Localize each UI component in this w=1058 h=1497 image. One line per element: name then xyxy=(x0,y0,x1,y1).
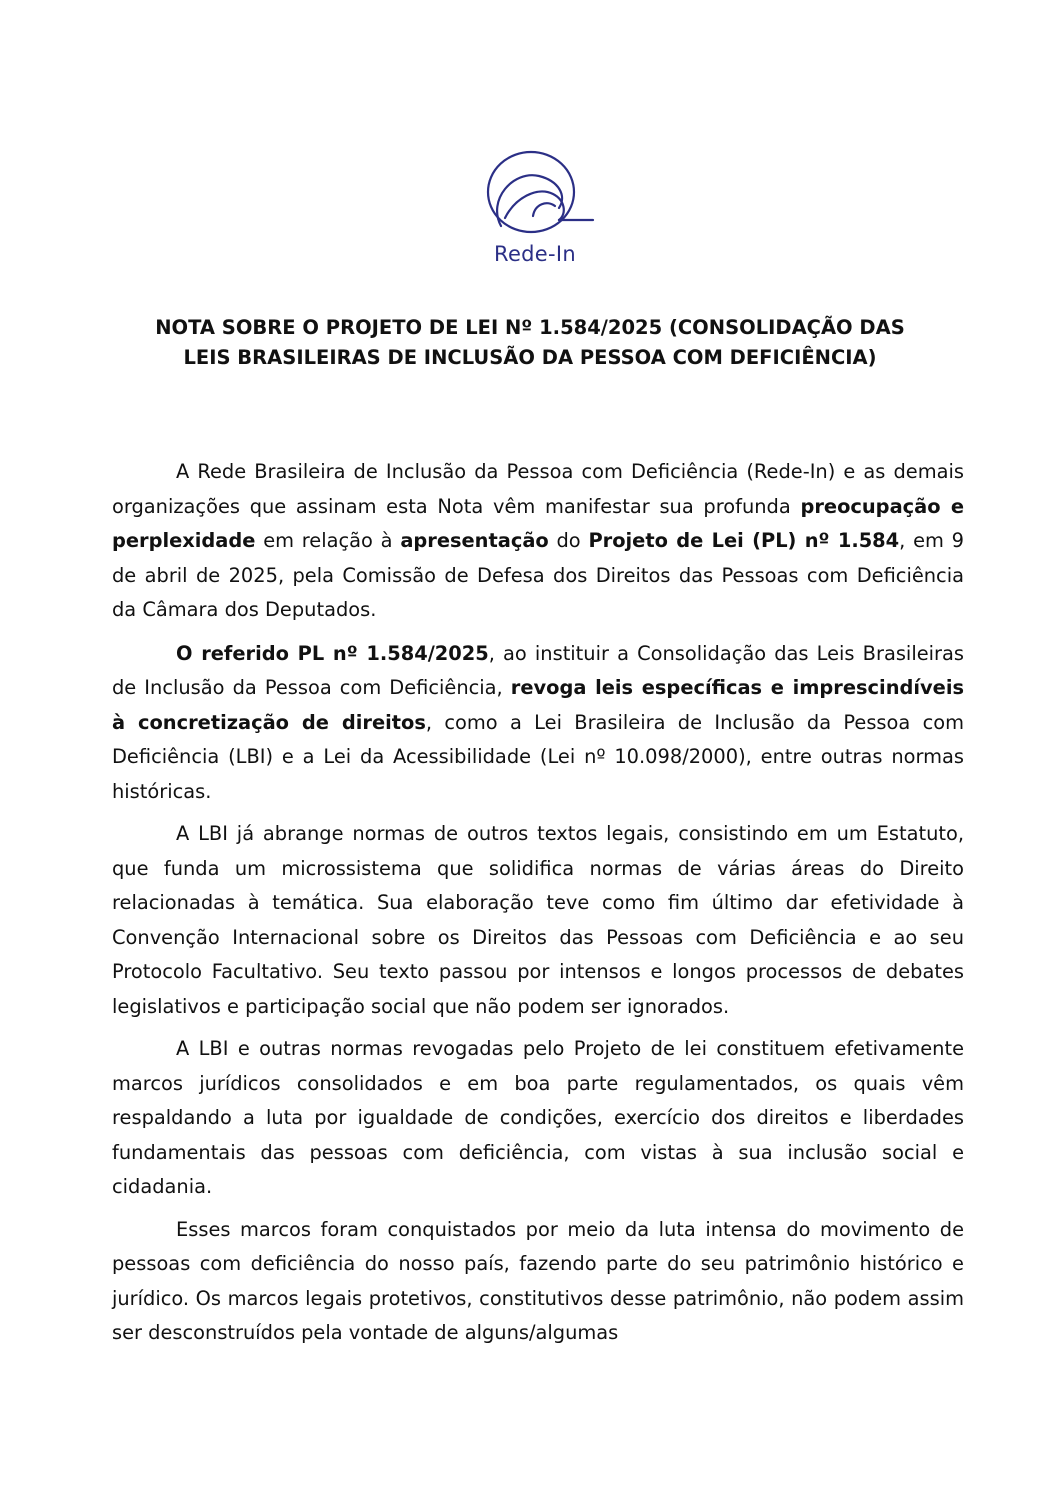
bold-segment: revoga leis específicas e imprescindíveis à concretização de direitos xyxy=(112,676,965,734)
title-line-2: LEIS BRASILEIRAS DE INCLUSÃO DA PESSOA COM DEFICIÊNCIA) xyxy=(183,346,877,369)
title-line-1: NOTA SOBRE O PROJETO DE LEI Nº 1.584/2025 (CONSOLIDAÇÃO DAS xyxy=(155,316,905,339)
text-segment: , em 9 de abril de 2025, pela Comissão de Defesa dos Direitos das Pessoas com Deficiência da Câmara dos Deputados. xyxy=(112,529,964,621)
text-segment: , ao instituir a Consolidação das Leis Brasileiras de Inclusão da Pessoa com Deficiência, xyxy=(112,641,964,699)
bold-segment: preocupação e perplexidade xyxy=(112,494,964,552)
text-segment: , como a Lei Brasileira de Inclusão da Pessoa com Deficiência (LBI) e a Lei da Acessibilidade (Lei nº 10.098/2000), entre outras normas históricas. xyxy=(112,710,965,803)
document-body xyxy=(112,455,964,1359)
text-segment: Esses marcos foram conquistados por meio da luta intensa do movimento de pessoas com deficiência do nosso país, fazendo parte do seu patrimônio histórico e jurídico. Os marcos legais protetivos, constitutivos desse patrimônio, não podem assim ser desconstruídos pela vontade de alguns/algumas xyxy=(112,1217,964,1344)
bold-segment: apresentação xyxy=(400,529,549,552)
text-segment: do xyxy=(548,529,589,552)
paragraph-4 xyxy=(112,1032,964,1205)
document-title xyxy=(96,313,964,373)
paragraph-1 xyxy=(112,455,964,628)
bold-segment: O referido PL nº 1.584/2025 xyxy=(176,641,489,665)
paragraph-2 xyxy=(112,637,964,810)
rede-in-logo-icon xyxy=(475,148,595,240)
paragraph-5 xyxy=(112,1213,964,1351)
text-segment: A Rede Brasileira de Inclusão da Pessoa com Deficiência (Rede-In) e as demais organizações que assinam esta Nota vêm manifestar sua profunda xyxy=(112,460,964,518)
bold-segment: Projeto de Lei (PL) nº 1.584 xyxy=(588,529,900,552)
text-segment: A LBI e outras normas revogadas pelo Projeto de lei constituem efetivamente marcos jurídicos consolidados e em boa parte regulamentados, os quais vêm respaldando a luta por igualdade de condições, exercício dos direitos e liberdades fundamentais das pessoas com deficiência, com vistas à sua inclusão social e cidadania. xyxy=(112,1037,964,1198)
rede-in-logo xyxy=(470,148,600,274)
logo-text: Rede-In xyxy=(494,242,576,266)
text-segment: A LBI já abrange normas de outros textos legais, consistindo em um Estatuto, que funda um microssistema que solidifica normas de várias áreas do Direito relacionadas à temática. Sua elaboração teve como fim último dar efetividade à Convenção Internacional sobre os Direitos das Pessoas com Deficiência e ao seu Protocolo Facultativo. Seu texto passou por intensos e longos processos de debates legislativos e participação social que não podem ser ignorados. xyxy=(112,822,964,1018)
text-segment: em relação à xyxy=(255,529,401,552)
paragraph-3 xyxy=(112,817,964,1024)
